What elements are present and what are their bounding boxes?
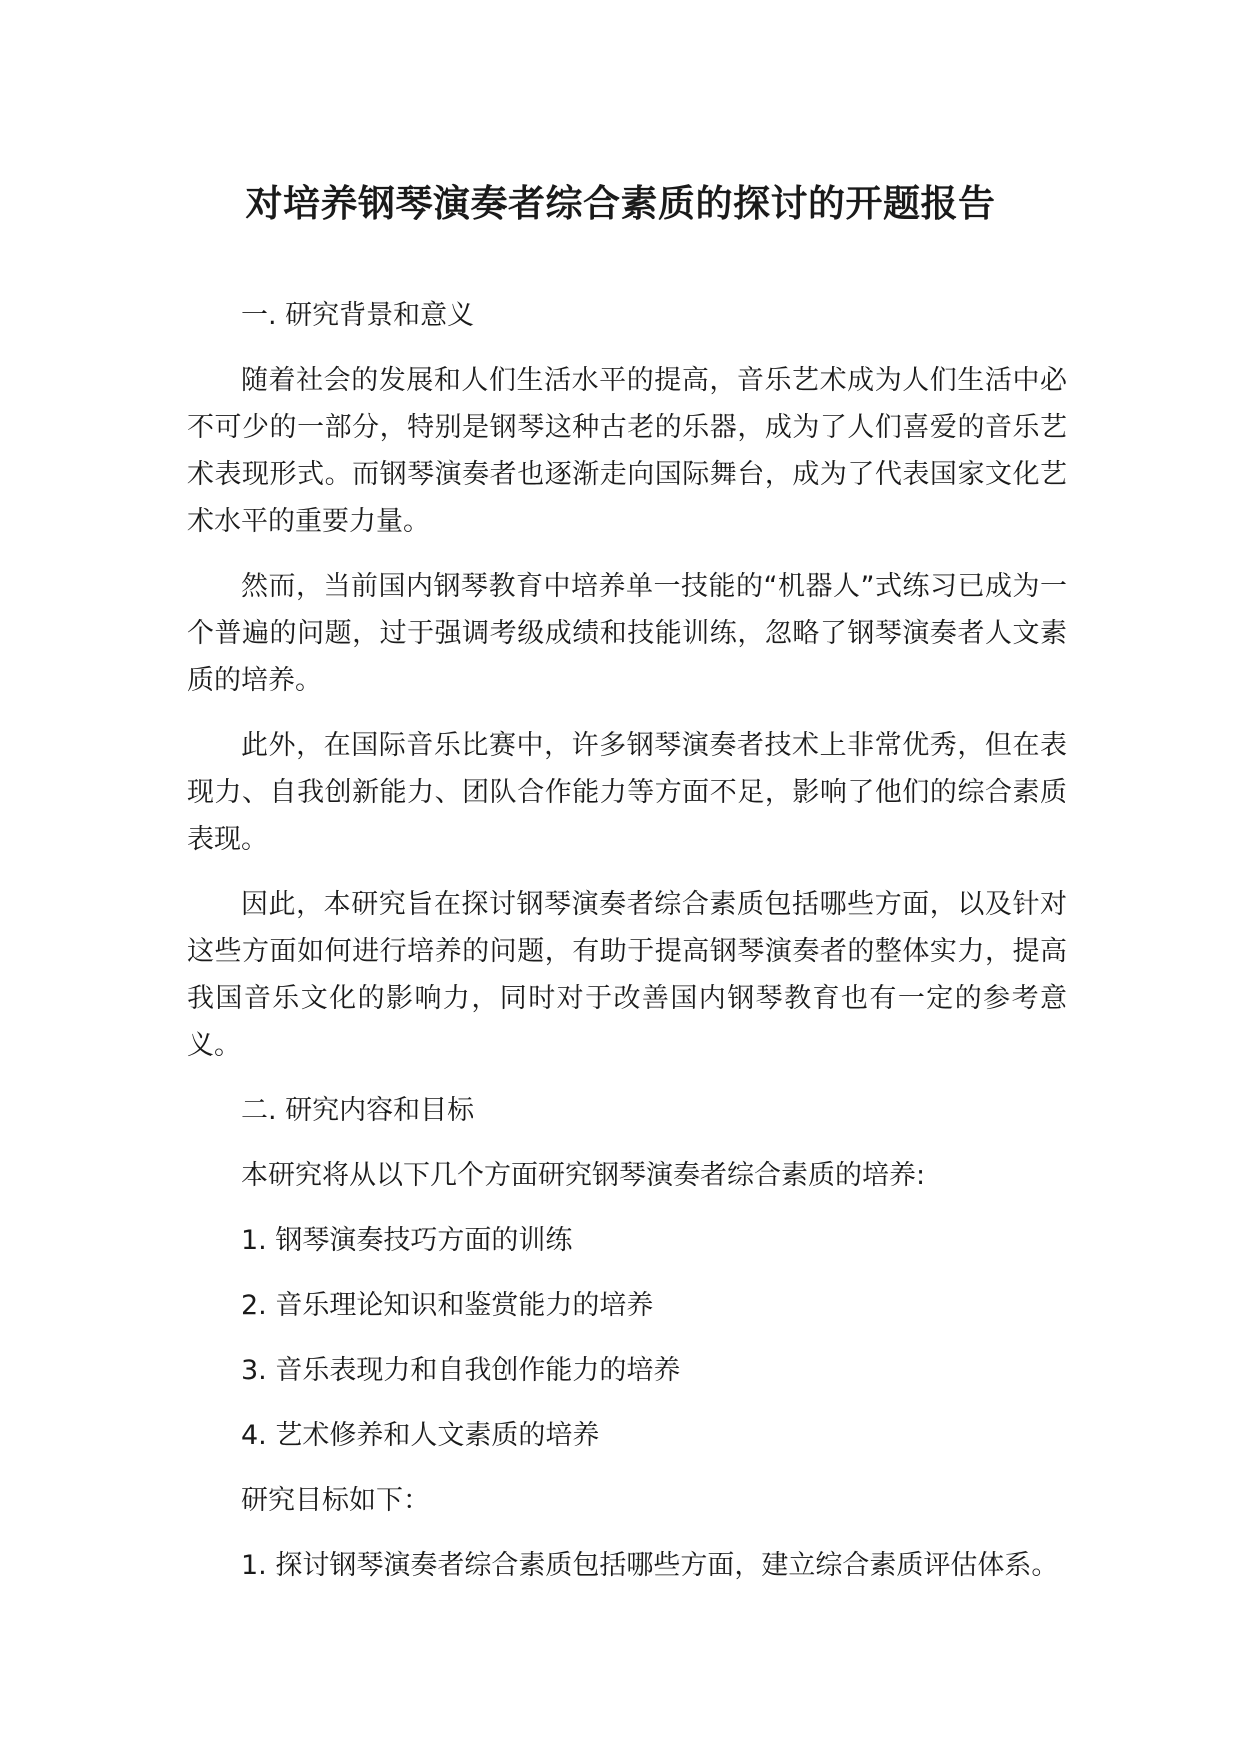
document-body xyxy=(187,292,1067,1607)
content-item-2: 2. 音乐理论知识和鉴赏能力的培养 xyxy=(241,1290,654,1321)
section1-heading: 一. 研究背景和意义 xyxy=(241,300,475,331)
content-item-3: 3. 音乐表现力和自我创作能力的培养 xyxy=(241,1355,681,1386)
section2-heading: 二. 研究内容和目标 xyxy=(241,1095,475,1126)
goal-item-1: 1. 探讨钢琴演奏者综合素质包括哪些方面，建立综合素质评估体系。 xyxy=(241,1550,1059,1581)
background-paragraph-4: 因此，本研究旨在探讨钢琴演奏者综合素质包括哪些方面，以及针对这些方面如何进行培养的问题，有助于提高钢琴演奏者的整体实力，提高我国音乐文化的影响力，同时对于改善国内钢琴教育也有一定的参考意义。 xyxy=(187,889,1067,1061)
document-title: 对培养钢琴演奏者综合素质的探讨的开题报告 xyxy=(245,182,996,225)
content-intro: 本研究将从以下几个方面研究钢琴演奏者综合素质的培养: xyxy=(241,1160,926,1191)
content-item-1: 1. 钢琴演奏技巧方面的训练 xyxy=(241,1225,573,1256)
goals-intro: 研究目标如下： xyxy=(241,1485,430,1516)
background-paragraph-3: 此外，在国际音乐比赛中，许多钢琴演奏者技术上非常优秀，但在表现力、自我创新能力、团队合作能力等方面不足，影响了他们的综合素质表现。 xyxy=(187,730,1067,855)
background-paragraph-1: 随着社会的发展和人们生活水平的提高，音乐艺术成为人们生活中必不可少的一部分，特别是钢琴这种古老的乐器，成为了人们喜爱的音乐艺术表现形式。而钢琴演奏者也逐渐走向国际舞台，成为了代表国家文化艺术水平的重要力量。 xyxy=(187,365,1067,537)
content-item-4: 4. 艺术修养和人文素质的培养 xyxy=(241,1420,600,1451)
background-paragraph-2: 然而，当前国内钢琴教育中培养单一技能的“机器人”式练习已成为一个普遍的问题，过于强调考级成绩和技能训练，忽略了钢琴演奏者人文素质的培养。 xyxy=(187,571,1067,696)
